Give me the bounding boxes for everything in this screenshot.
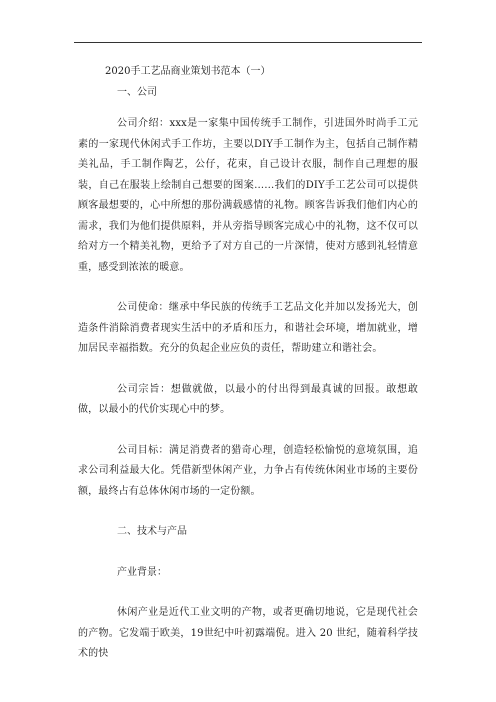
document-title: 2020手工艺品商业策划书范本（一） bbox=[105, 66, 271, 77]
paragraph-industry-background: 休闲产业是近代工业文明的产物，或者更确切地说，它是现代社会的产物。它发端于欧美，19世纪中叶初露端倪。进入 20 世纪，随着科学技术的快 bbox=[78, 607, 418, 659]
header-rule bbox=[74, 42, 422, 43]
subheading-industry-background: 产业背景： bbox=[117, 566, 167, 578]
document-body bbox=[78, 62, 418, 685]
paragraph-company-intro: 公司介绍：xxx是一家集中国传统手工制作，引进国外时尚手工元素的一家现代休闲式手工作坊，主要以DIY手工制作为主，包括自己制作精美礼品，手工制作陶艺，公仔，花束，自己设计衣服，制作自己理想的服装，自己在服装上绘制自己想要的图案……我们的DIY手工艺公司可以提供顾客最想要的，心中所想的那份满载感情的礼物。顾客告诉我们他们内心的需求，我们为他们提供原料，并从旁指导顾客完成心中的礼物，这不仅可以给对方一个精美礼物，更给予了对方自己的一片深情，使对方感到礼轻情意重，感受到浓浓的暖意。 bbox=[78, 118, 418, 273]
section-heading-company: 一、公司 bbox=[117, 86, 157, 98]
paragraph-company-mission: 公司使命：继承中华民族的传统手工艺品文化并加以发扬光大，创造条件消除消费者现实生活中的矛盾和压力，和谐社会环境，增加就业，增加居民幸福指数。充分的负起企业应负的责任，帮助建立和谐社会。 bbox=[78, 302, 418, 354]
paragraph-company-tenet: 公司宗旨：想做就做，以最小的付出得到最真诚的回报。敢想敢做，以最小的代价实现心中的梦。 bbox=[78, 383, 418, 415]
section-heading-tech-products: 二、技术与产品 bbox=[117, 526, 187, 537]
paragraph-company-goal: 公司目标：满足消费者的猎奇心理，创造轻松愉悦的意境氛围，追求公司利益最大化。凭借新型休闲产业，力争占有传统休闲业市场的主要份额，最终占有总体休闲市场的一定份额。 bbox=[78, 444, 418, 497]
